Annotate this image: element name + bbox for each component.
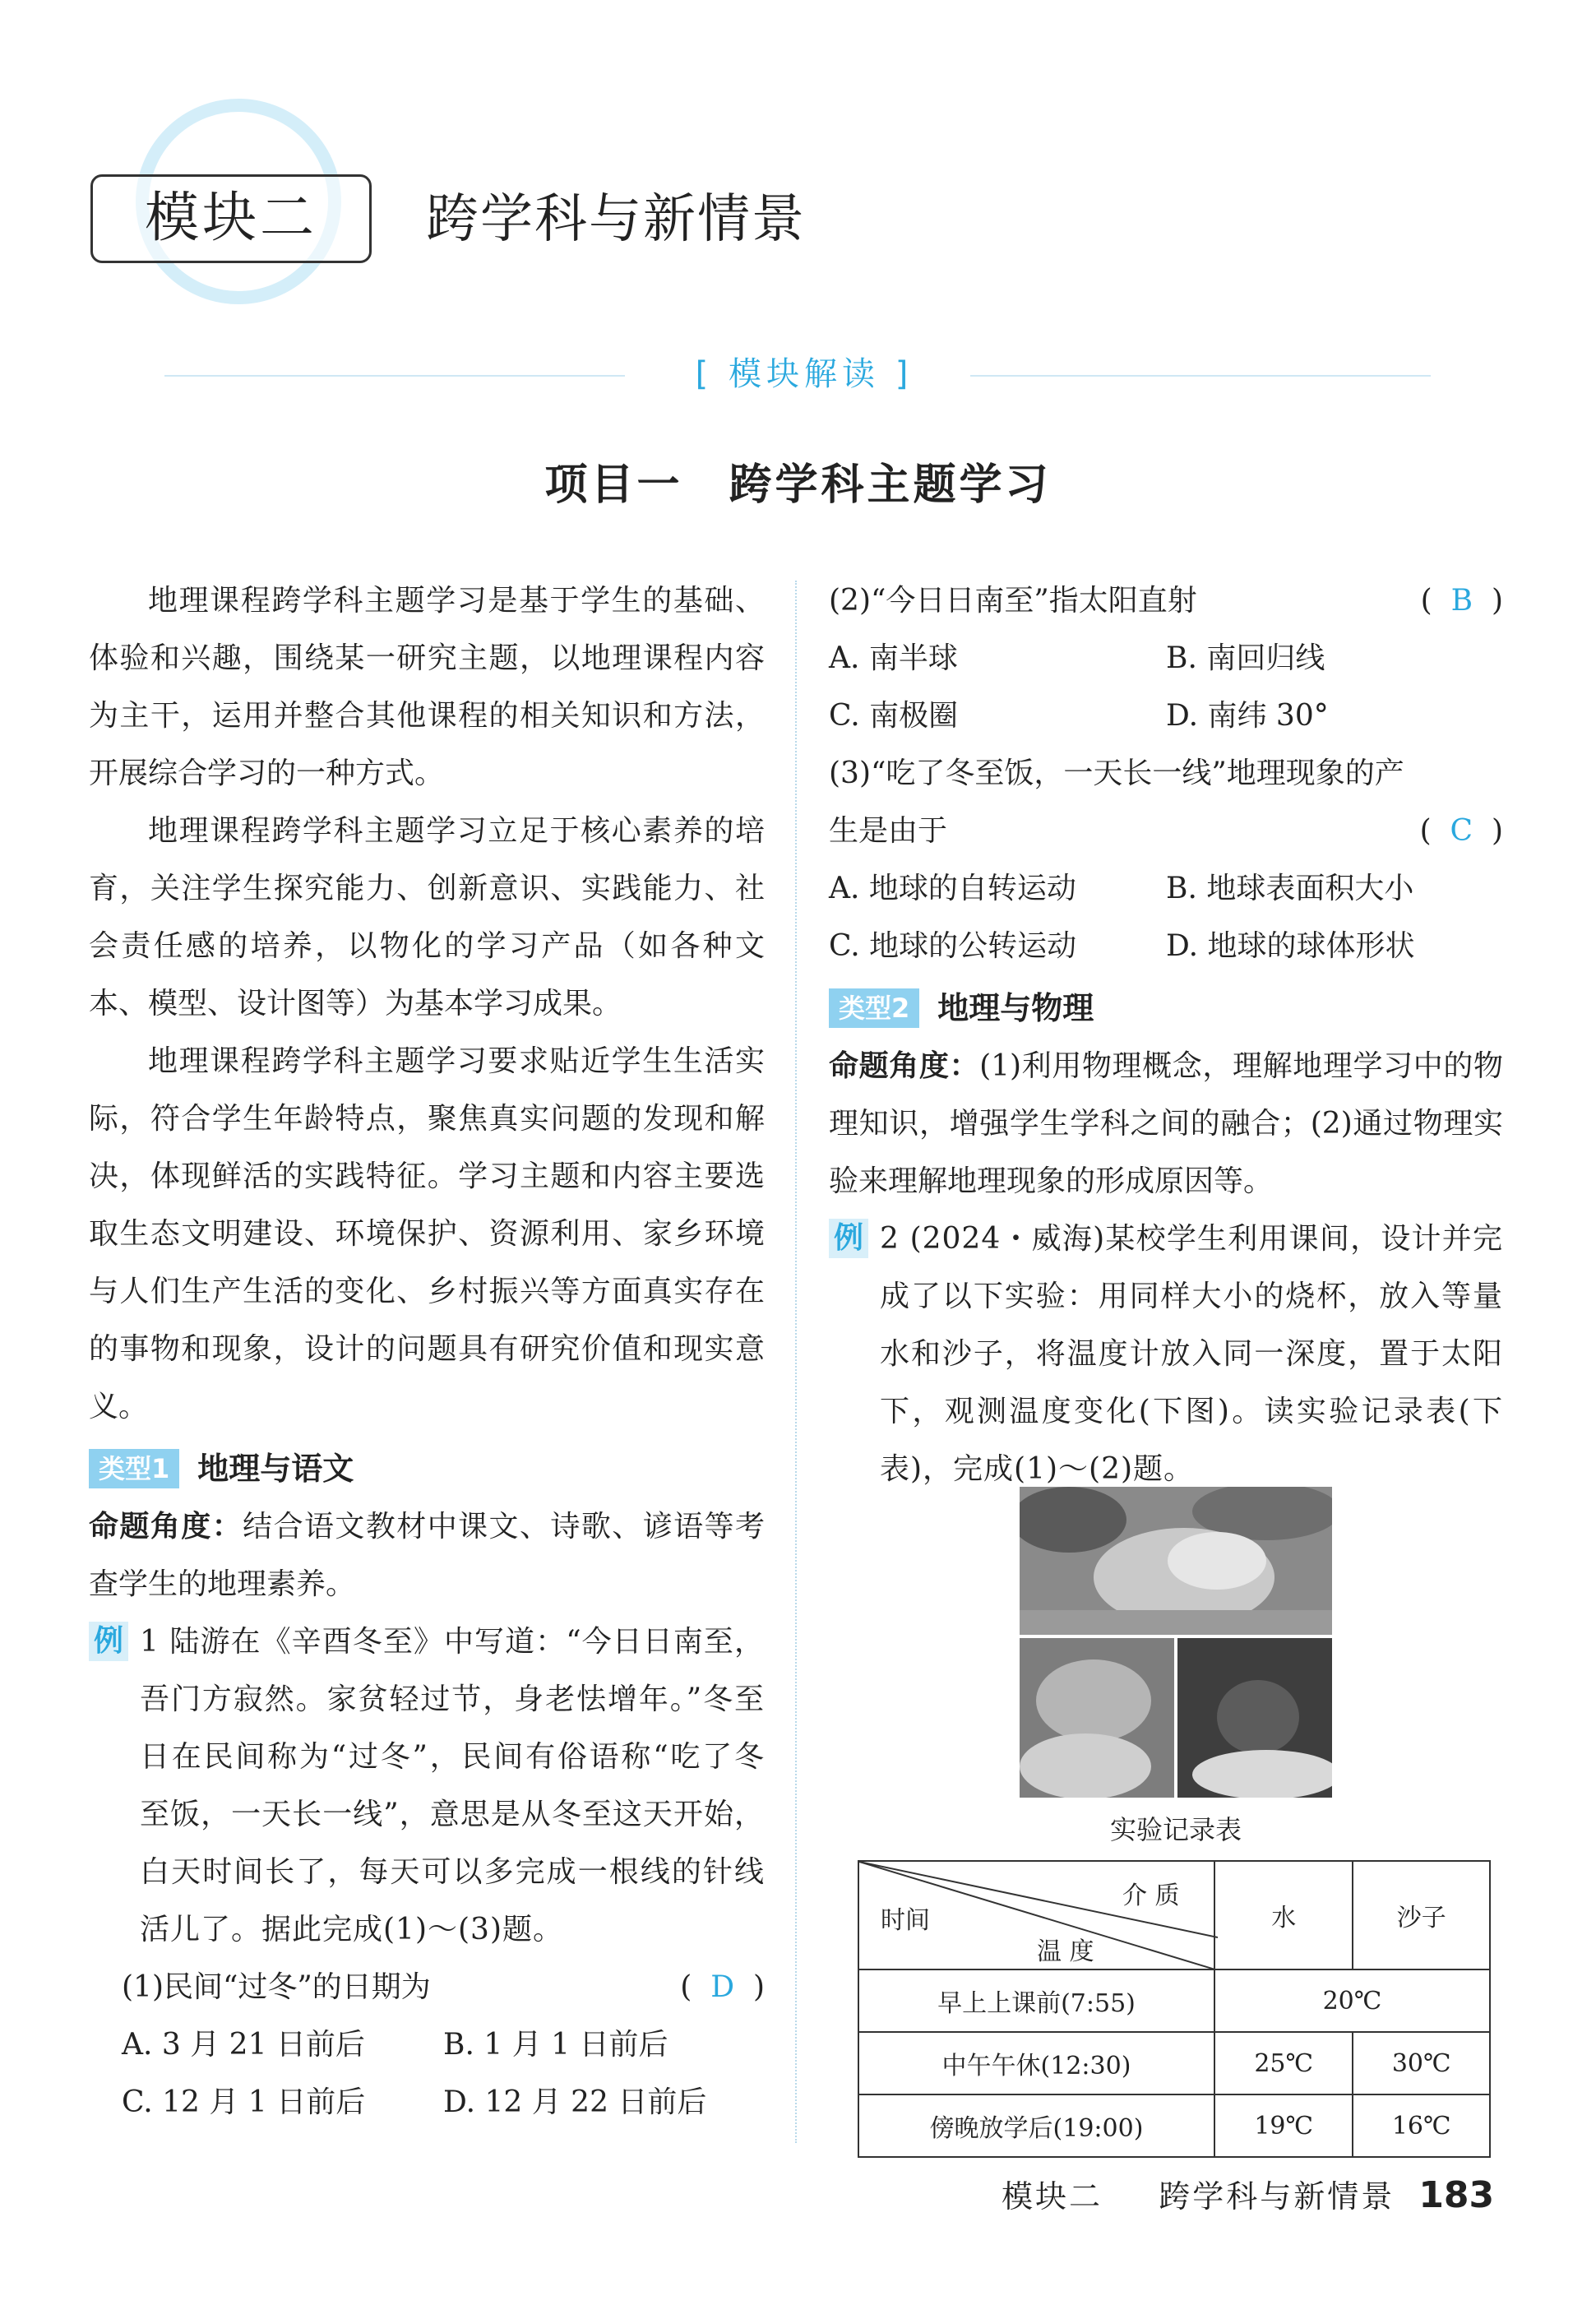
- divider-right: [970, 375, 1431, 377]
- question-2-answer: ( B ): [1420, 584, 1503, 618]
- page-footer: [1002, 2171, 1494, 2221]
- type2-title: 地理与物理: [937, 990, 1094, 1026]
- row-water: 25℃: [1214, 2032, 1353, 2094]
- type1-tag: 类型1: [89, 1449, 179, 1488]
- example-2-text: 2 (2024・威海)某校学生利用课间，设计并完成了以下实验：用同样大小的烧杯，放入等量水和沙子，将温度计放入同一深度，置于太阳下，观测温度变化(下图)。读实验记录表(下表)，完成(1)～(2)题。: [880, 1222, 1503, 1486]
- record-table: [858, 1860, 1491, 2158]
- row-sand: 30℃: [1353, 2032, 1490, 2094]
- option-c: C. 12 月 1 日前后: [122, 2085, 366, 2119]
- footer-module: 模块二: [1002, 2178, 1103, 2215]
- angle-label: 命题角度：: [829, 1049, 980, 1083]
- table-caption: 实验记录表: [1109, 1814, 1242, 1845]
- column-separator: [795, 581, 797, 2143]
- page-number: 183: [1418, 2174, 1495, 2216]
- table-row: [858, 2032, 1490, 2094]
- angle-text: 结合语文教材中课文、诗歌、谚语等考查学生的地理素养。: [89, 1510, 765, 1601]
- question-2-stem: (2)“今日日南至”指太阳直射: [829, 584, 1197, 618]
- question-1-stem: (1)民间“过冬”的日期为: [122, 1970, 431, 2004]
- question-3-answer: ( C ): [1419, 814, 1503, 848]
- intro-paragraph: 地理课程跨学科主题学习立足于核心素养的培育，关注学生探究能力、创新意识、实践能力、社会责任感的培养，以物化的学习产品（如各种文本、模型、设计图等）为基本学习成果。: [89, 814, 765, 1021]
- type2-angle: [829, 1038, 1503, 1210]
- example-badge: 例: [89, 1622, 128, 1661]
- option-b: B. 南回归线: [1166, 641, 1325, 675]
- question-1-answer: ( D ): [680, 1970, 765, 2004]
- module-title: 跨学科与新情景: [426, 189, 806, 250]
- question-2: [829, 572, 1503, 745]
- intro-paragraph: 地理课程跨学科主题学习是基于学生的基础、体验和兴趣，围绕某一研究主题，以地理课程内容为主干，运用并整合其他课程的相关知识和方法，开展综合学习的一种方式。: [89, 584, 765, 790]
- header-temp: 温 度: [1037, 1937, 1094, 1966]
- section-label: [ 模块解读 ]: [695, 355, 914, 393]
- option-b: B. 地球表面积大小: [1166, 872, 1414, 905]
- project-title: 项目一 跨学科主题学习: [544, 460, 1052, 510]
- row-time: 中午午休(12:30): [858, 2032, 1214, 2094]
- type1-heading: [89, 1439, 765, 1498]
- header-sand: 沙子: [1353, 1861, 1490, 1969]
- type1-title: 地理与语文: [197, 1451, 354, 1487]
- option-b: B. 1 月 1 日前后: [443, 2028, 668, 2062]
- header-medium: 介 质: [1122, 1881, 1180, 1910]
- table-row: [858, 2094, 1490, 2157]
- example-badge: 例: [829, 1219, 868, 1258]
- row-merged-value: 20℃: [1214, 1969, 1490, 2032]
- option-a: A. 南半球: [829, 641, 958, 675]
- divider-left: [164, 375, 625, 377]
- row-water: 19℃: [1214, 2094, 1353, 2157]
- question-1: [89, 1959, 765, 2131]
- row-time: 早上上课前(7:55): [858, 1969, 1214, 2032]
- module-badge: 模块二: [90, 174, 372, 263]
- option-a: A. 地球的自转运动: [829, 872, 1076, 905]
- experiment-photo: [1020, 1487, 1332, 1798]
- option-d: D. 地球的球体形状: [1166, 929, 1415, 963]
- type2-heading: [829, 979, 1503, 1038]
- example-1: [89, 1613, 765, 1959]
- question-3: [829, 745, 1503, 975]
- table-header-diagonal: [858, 1861, 1214, 1969]
- example-1-text: 1 陆游在《辛酉冬至》中写道：“今日日南至，吾门方寂然。家贫轻过节，身老怯增年。”冬至日在民间称为“过冬”，民间有俗语称“吃了冬至饭，一天长一线”，意思是从冬至这天开始，白天时间长了，每天可以多完成一根线的针线活儿了。据此完成(1)～(3)题。: [140, 1625, 765, 1946]
- header-water: 水: [1214, 1861, 1353, 1969]
- option-c: C. 南极圈: [829, 699, 959, 733]
- angle-text: (1)利用物理概念，理解地理学习中的物理知识，增强学生学科之间的融合；(2)通过物理实验来理解地理现象的形成原因等。: [829, 1049, 1503, 1198]
- row-sand: 16℃: [1353, 2094, 1490, 2157]
- question-3-stem: (3)“吃了冬至饭，一天长一线”地理现象的产: [829, 757, 1404, 790]
- option-a: A. 3 月 21 日前后: [122, 2028, 365, 2062]
- row-time: 傍晚放学后(19:00): [858, 2094, 1214, 2157]
- type1-angle: [89, 1498, 765, 1613]
- option-c: C. 地球的公转运动: [829, 929, 1077, 963]
- option-d: D. 南纬 30°: [1166, 699, 1329, 733]
- header-time: 时间: [881, 1906, 930, 1935]
- angle-label: 命题角度：: [89, 1510, 243, 1544]
- example-2: [829, 1210, 1503, 1498]
- left-column: [89, 572, 765, 2131]
- option-d: D. 12 月 22 日前后: [443, 2085, 707, 2119]
- table-row: [858, 1969, 1490, 2032]
- question-3-stem-cont: 生是由于: [829, 814, 948, 848]
- type2-tag: 类型2: [829, 988, 919, 1028]
- right-column: [829, 572, 1503, 1498]
- footer-title: 跨学科与新情景: [1159, 2178, 1395, 2215]
- intro-paragraph: 地理课程跨学科主题学习要求贴近学生生活实际，符合学生年龄特点，聚焦真实问题的发现和解决，体现鲜活的实践特征。学习主题和内容主要选取生态文明建设、环境保护、资源利用、家乡环境与人们生产生活的变化、乡村振兴等方面真实存在的事物和现象，设计的问题具有研究价值和现实意义。: [89, 1044, 765, 1423]
